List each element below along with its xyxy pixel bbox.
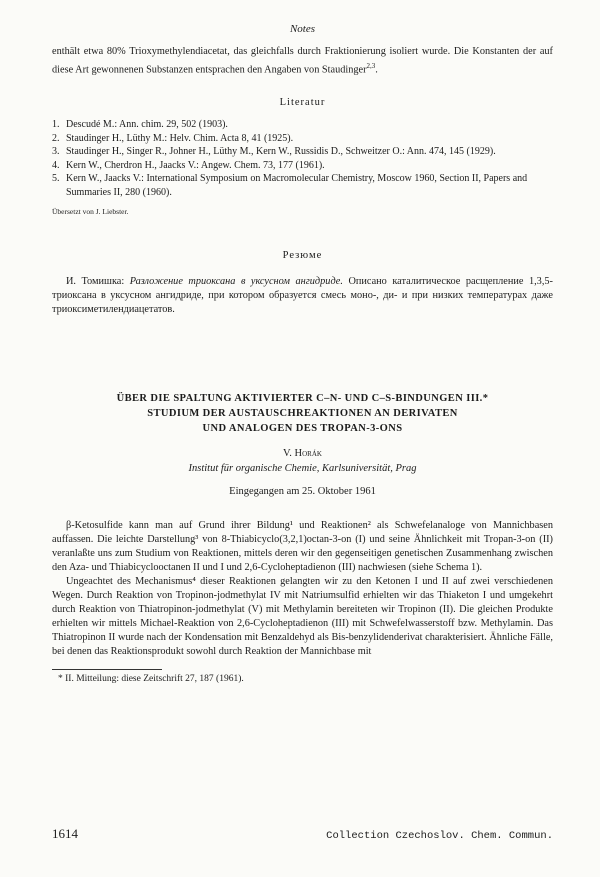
footnote-rule: [52, 669, 162, 670]
reference-item: 5. Kern W., Jaacks V.: International Symposium on Macromolecular Chemistry, Moscow 1960, Section II, Papers and Summaries II, 280 (1960).: [52, 173, 528, 198]
page-number: 1614: [52, 826, 78, 841]
article-institute: Institut für organische Chemie, Karlsuniversität, Prag: [188, 463, 417, 475]
intro-paragraph: enthält etwa 80% Trioxymethylendiacetat, das gleichfalls durch Fraktionierung isoliert wurde. Die Konstanten der auf diese Art gewonnenen Substanzen entsprachen den Angaben von Staudinger$^{2,3}$.: [52, 46, 553, 76]
article-title: ÜBER DIE SPALTUNG AKTIVIERTER C–N- UND C–S-BINDUNGEN III.* STUDIUM DER AUSTAUSCHREAKTIONEN AN DERIVATEN UND ANALOGEN DES TROPAN-3-ONS: [116, 393, 489, 435]
article-author: V. Horák: [283, 448, 322, 460]
literatur-heading: Literatur: [279, 97, 326, 109]
reference-list: [52, 118, 553, 199]
body-paragraph-1: β-Ketosulfide kann man auf Grund ihrer Bildung¹ und Reaktionen² als Schwefelanaloge von Mannichbasen auffassen. Die leichte Darstellung³ von 8-Thiabicyclo(3,2,1)octan-3-on (I) und seine Ähnlichkeit mit Tropan-3-on (II) veranlaßte uns zum Studium von Reaktionen, mittels deren wir den gegenseitigen genetischen Zusammenhang zwischen den Aza- und Thiabicyclooctanen II und I und 2,6-Cycloheptadienon (III) nachwiesen (siehe Schema 1).: [52, 520, 553, 574]
reference-item: 2. Staudinger H., Lüthy M.: Helv. Chim. Acta 8, 41 (1925).: [52, 132, 294, 144]
intro-citation: 2,3: [366, 62, 376, 70]
page-footer: [52, 826, 553, 842]
journal-name: Collection Czechoslov. Chem. Commun.: [326, 830, 553, 842]
resume-author: И. Томишка:: [66, 276, 125, 288]
translator-note: Übersetzt von J. Liebster.: [52, 207, 129, 217]
resume-title: Разложение триоксана в уксусном ангидриде.: [129, 276, 343, 288]
received-date: Eingegangen am 25. Oktober 1961: [229, 486, 376, 498]
footnote: * II. Mitteilung: diese Zeitschrift 27, 187 (1961).: [58, 674, 244, 685]
reference-item: 1. Descudé M.: Ann. chim. 29, 502 (1903).: [52, 119, 228, 131]
resume-paragraph: И. Томишка: Разложение триоксана в уксусном ангидриде. Описано каталитическое расщепление 1,3,5-триоксана в уксусном ангидриде, при котором образуется смесь моно-, ди- и при низких температурах даже триоксиметилендиацетатов.: [52, 276, 553, 316]
resume-heading: Резюме: [282, 250, 323, 262]
body-paragraph-2: Ungeachtet des Mechanismus⁴ dieser Reaktionen gelangten wir zu den Ketonen I und II auf zwei verschiedenen Wegen. Durch Reaktion von Tropinon-jodmethylat IV mit Natriumsulfid erhielten wir das Thiaketon I und umgekehrt durch Reaktion von Thiatropinon-jodmethylat (V) mit Methylamin bereiteten wir Tropinon (II). Die gleichen Produkte erhielten wir mittels Michael-Reaktion von 2,6-Cycloheptadienon (III) mit Schwefelwasserstoff bzw. Methylamin. Das Thiatropinon II wurde nach der Kondensation mit Benzaldehyd als Bis-benzylidenderivat charakterisiert. Ähnliche Fälle, bei denen das Reaktionsprodukt sowohl durch Reaktion der Mannichbase mit: [52, 576, 553, 658]
reference-item: 3. Staudinger H., Singer R., Johner H., Lüthy M., Kern W., Russidis D., Schweitzer O.: Ann. 474, 145 (1929).: [52, 146, 496, 158]
reference-item: 4. Kern W., Cherdron H., Jaacks V.: Angew. Chem. 73, 177 (1961).: [52, 159, 325, 171]
running-head: Notes: [289, 23, 316, 35]
